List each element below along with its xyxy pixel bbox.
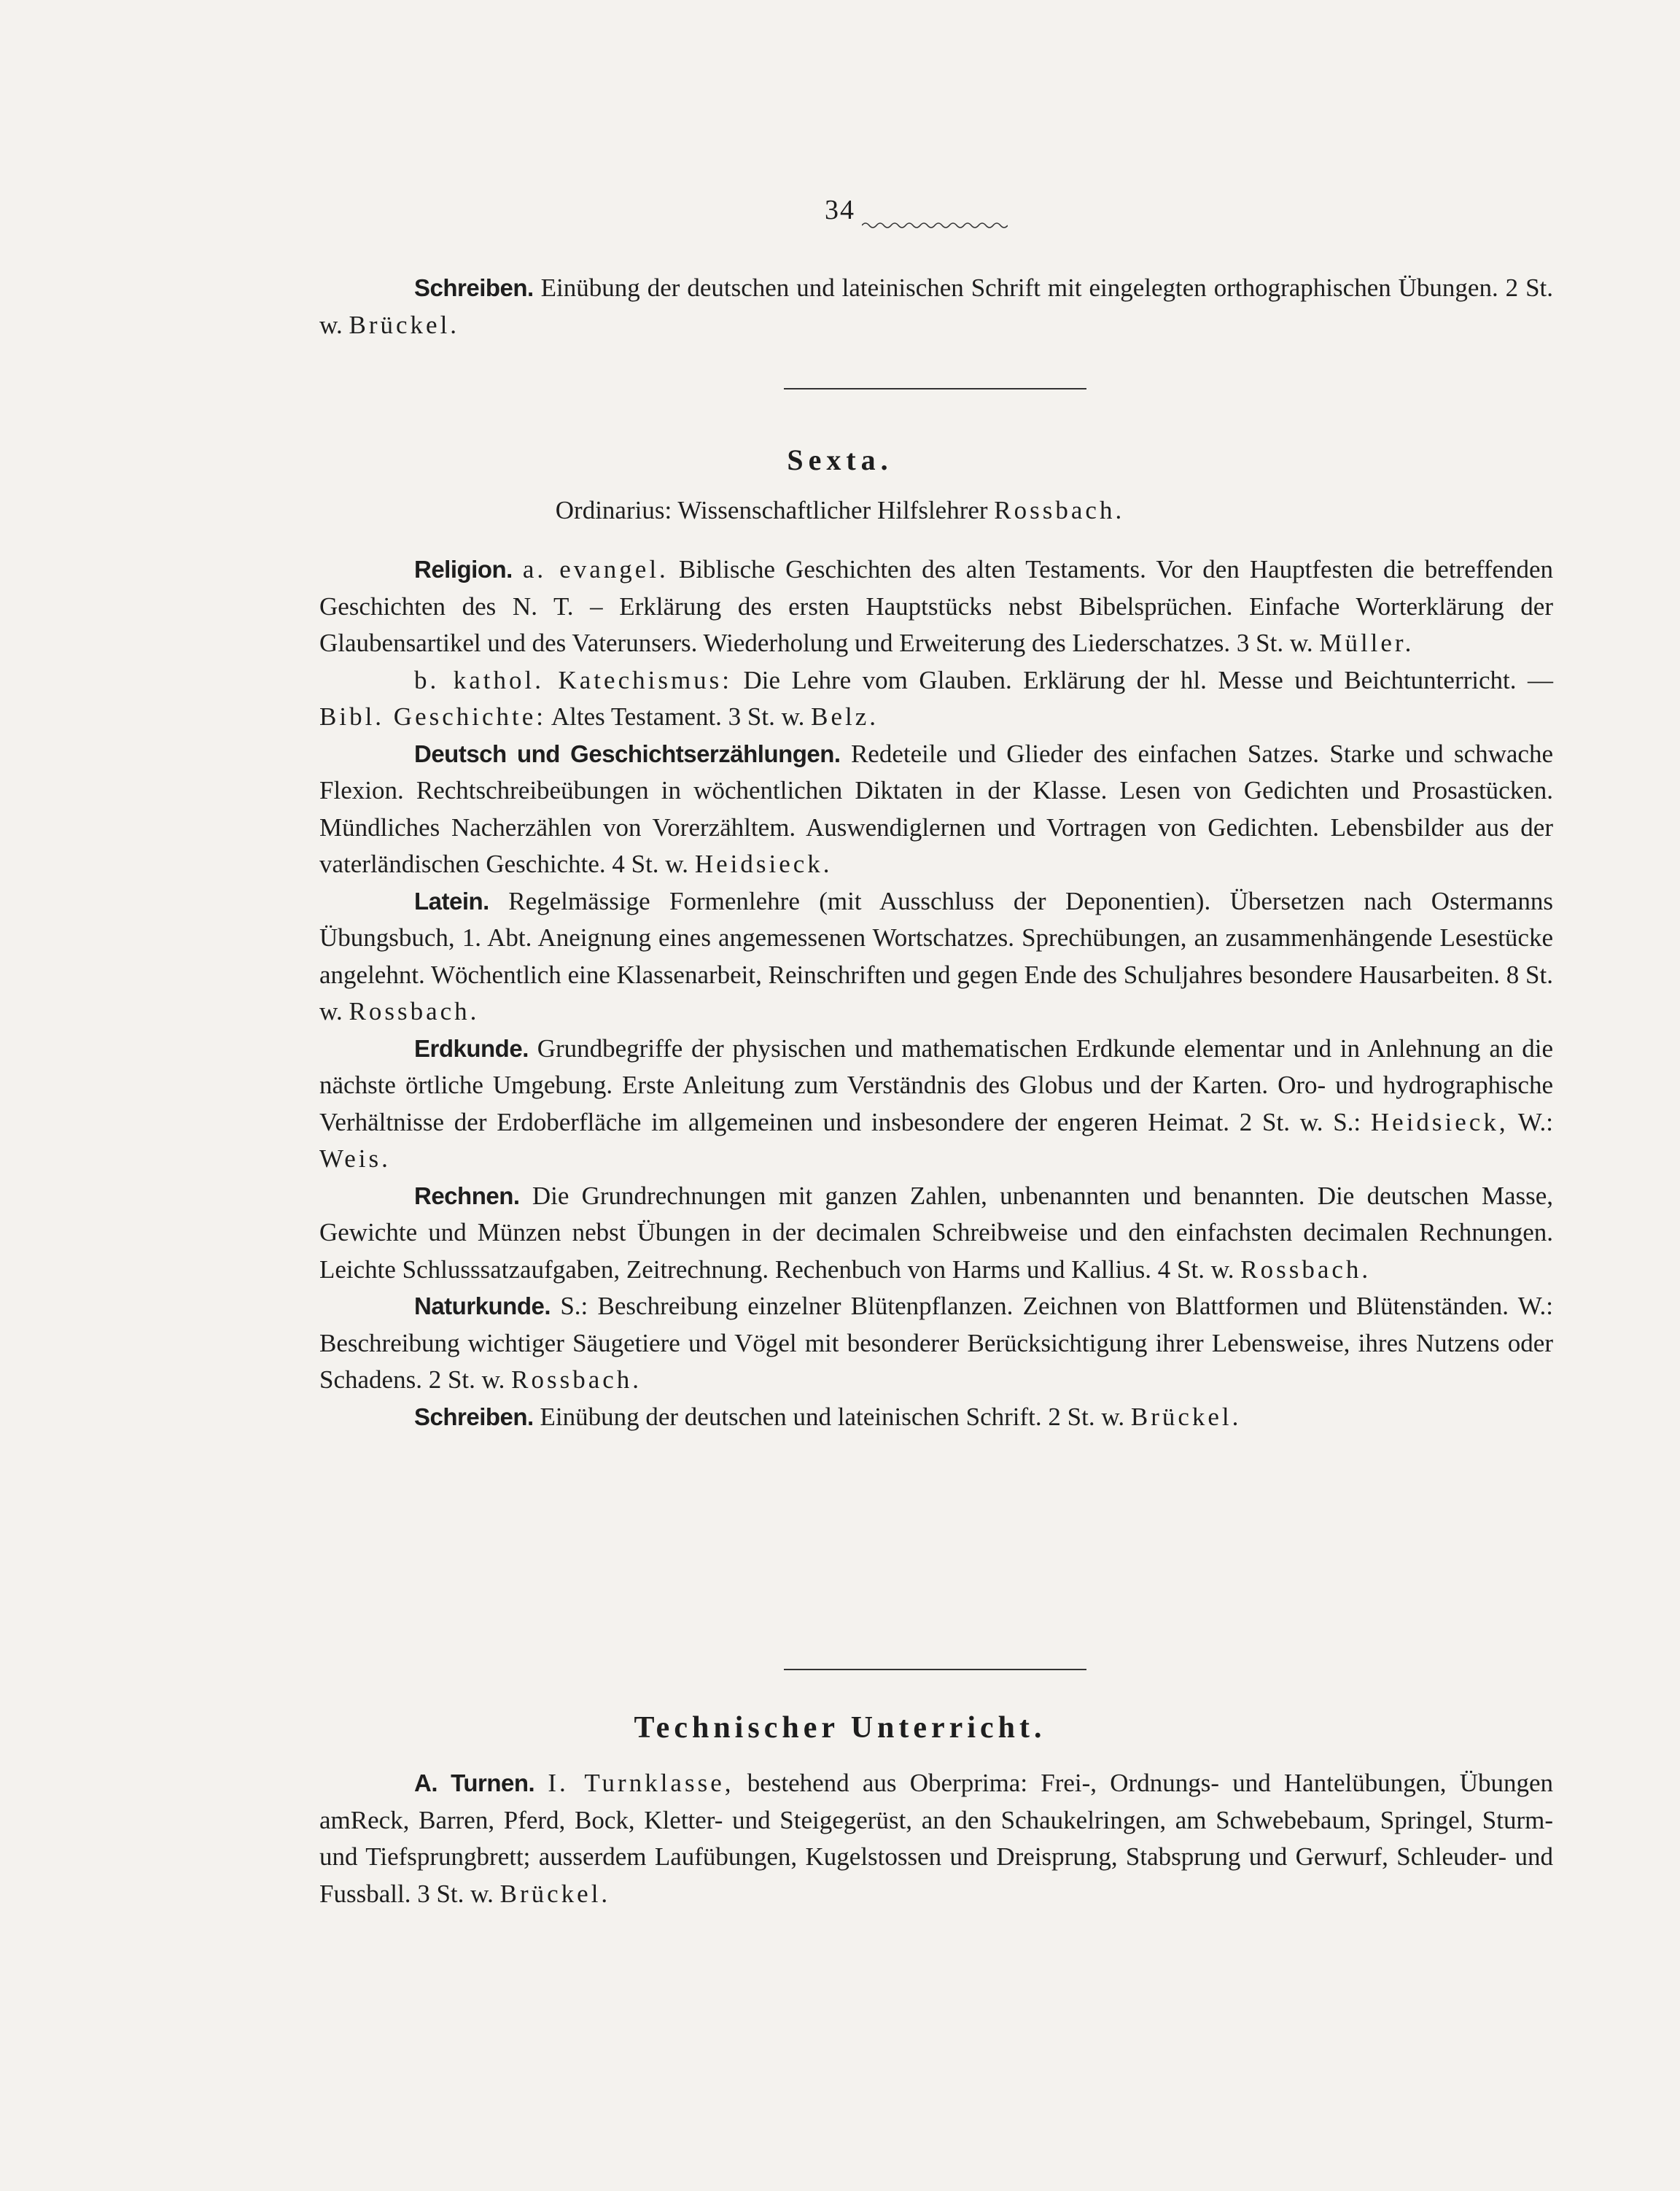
section-divider-2 xyxy=(784,1669,1086,1670)
deutsch-teacher: Heidsieck. xyxy=(694,850,833,878)
turnen-paragraph xyxy=(319,1765,1553,1912)
religion-b-label: b. kathol. Katechismus: xyxy=(414,665,733,694)
rechnen-text: Die Grundrechnungen mit ganzen Zahlen, unbenannten und benannten. Die deutschen Masse, Gewichte und Münzen nebst Übungen in der decimalen Schreibweise und den einfachsten decimalen Rechnungen. Leichte Schlusssatzaufgaben, Zeitrechnung. Rechenbuch von Harms und Kallius. 4 St. w. xyxy=(319,1181,1554,1284)
erdkunde-title: Erdkunde. xyxy=(414,1034,529,1062)
naturkunde-teacher: Rossbach. xyxy=(511,1365,642,1394)
latein-teacher: Rossbach. xyxy=(349,997,480,1025)
religion-b-bibl: Bibl. Geschichte: xyxy=(319,702,547,731)
schreiben-top-section xyxy=(319,270,1553,344)
sexta-heading: Sexta. xyxy=(787,443,893,476)
ordinarius-line xyxy=(0,496,1680,525)
schreiben-sexta-title: Schreiben. xyxy=(414,1403,534,1430)
erdkunde-teacher-winter: Weis. xyxy=(319,1144,391,1173)
naturkunde-paragraph xyxy=(319,1288,1553,1399)
ordinarius-name: Rossbach. xyxy=(994,496,1125,524)
naturkunde-title: Naturkunde. xyxy=(414,1292,551,1319)
schreiben-top-title: Schreiben. xyxy=(414,274,534,301)
religion-a-label: a. evangel. xyxy=(522,555,669,583)
religion-a-paragraph xyxy=(319,551,1553,662)
naturkunde-text: S.: Beschreibung einzelner Blütenpflanzen. Zeichnen von Blattformen und Blütenständen. W.: Beschreibung wichtiger Säugetiere und Vögel mit besonderer Berücksichtigung ihrer Lebensweise, ihres Nutzens oder Schadens. 2 St. w. xyxy=(319,1292,1553,1394)
erdkunde-teacher-summer: Heidsieck, xyxy=(1370,1107,1509,1136)
ordinarius-label: Ordinarius: Wissenschaftlicher Hilfslehrer xyxy=(555,496,988,524)
erdkunde-paragraph xyxy=(319,1031,1553,1178)
religion-title: Religion. xyxy=(414,556,513,583)
deutsch-text: Redeteile und Glieder des einfachen Satzes. Starke und schwache Flexion. Rechtschreibeübungen in wöchentlichen Diktaten in der Klasse. Lesen von Gedichten und Prosastücken. Mündliches Nacherzählen von Vorerzähltem. Auswendiglernen und Vortragen von Gedichten. Lebensbilder aus der vaterländischen Geschichte. 4 St. w. xyxy=(319,739,1553,878)
religion-a-text: Biblische Geschichten des alten Testaments. Vor den Hauptfesten die betreffenden Geschichten des N. T. – Erklärung des ersten Hauptstücks nebst Bibelsprüchen. Einfache Worterklärung der Glaubensartikel und des Vaterunsers. Wiederholung und Erweiterung des Liederschatzes. 3 St. w. xyxy=(319,555,1553,657)
schreiben-sexta-teacher: Brückel. xyxy=(1130,1402,1242,1431)
latein-text: Regelmässige Formenlehre (mit Ausschluss der Deponentien). Übersetzen nach Ostermanns Übungsbuch, 1. Abt. Aneignung eines angemessenen Wortschatzes. Sprechübungen, an zusammenhängende Lesestücke angelehnt. Wöchentlich eine Klassenarbeit, Reinschriften und gegen Ende des Schuljahres besondere Hausarbeiten. 8 St. w. xyxy=(319,886,1553,1025)
religion-b-text: Die Lehre vom Glauben. Erklärung der hl. Messe und Beichtunterricht. — xyxy=(743,665,1553,694)
sexta-subjects xyxy=(319,551,1553,1435)
schreiben-sexta-paragraph xyxy=(319,1399,1553,1436)
wavy-ornament xyxy=(862,220,1008,230)
erdkunde-winter-label: W.: xyxy=(1517,1107,1553,1136)
rechnen-title: Rechnen. xyxy=(414,1182,520,1209)
rechnen-teacher: Rossbach. xyxy=(1240,1255,1372,1284)
latein-paragraph xyxy=(319,883,1553,1031)
erdkunde-text: Grundbegriffe der physischen und mathematischen Erdkunde elementar und in Anlehnung an die nächste örtliche Umgebung. Erste Anleitung zum Verständnis des Globus und der Karten. Oro- und hydrographische Verhältnisse der Erdoberfläche im allgemeinen und insbesondere der engeren Heimat. 2 St. w. S.: xyxy=(319,1034,1553,1136)
turnen-title: A. Turnen. xyxy=(414,1769,535,1796)
turnen-section xyxy=(319,1765,1553,1912)
page-number: 34 xyxy=(825,195,855,225)
schreiben-top-teacher: Brückel. xyxy=(349,310,460,339)
religion-b-teacher: Belz. xyxy=(811,702,879,731)
technischer-unterricht-heading: Technischer Unterricht. xyxy=(634,1711,1046,1745)
section-divider-1 xyxy=(784,388,1086,389)
religion-b-text-2: Altes Testament. 3 St. w. xyxy=(551,702,805,731)
schreiben-top-text: Einübung der deutschen und lateinischen Schrift mit eingelegten orthographischen Übungen. 2 St. w. xyxy=(319,274,1554,339)
turnen-klasse: I. Turnklasse, xyxy=(548,1769,734,1797)
schreiben-top-paragraph xyxy=(319,270,1553,344)
turnen-text: bestehend aus Oberprima: Frei-, Ordnungs- und Hantelübungen, Übungen amReck, Barren, Pferd, Bock, Kletter- und Steigegerüst, an den Schaukelringen, am Schwebebaum, Springel, Sturm- und Tiefsprungbrett; ausserdem Laufübungen, Kugelstossen und Dreisprung, Stabsprung und Gerwurf, Schleuder- und Fussball. 3 St. w. xyxy=(319,1769,1554,1908)
deutsch-paragraph xyxy=(319,736,1553,883)
schreiben-sexta-text: Einübung der deutschen und lateinischen Schrift. 2 St. w. xyxy=(540,1402,1125,1431)
rechnen-paragraph xyxy=(319,1178,1553,1289)
turnen-teacher: Brückel. xyxy=(499,1879,611,1908)
religion-b-paragraph xyxy=(319,662,1553,736)
religion-a-teacher: Müller. xyxy=(1319,629,1415,657)
deutsch-title: Deutsch und Geschichtserzählungen. xyxy=(414,740,841,767)
latein-title: Latein. xyxy=(414,887,489,915)
